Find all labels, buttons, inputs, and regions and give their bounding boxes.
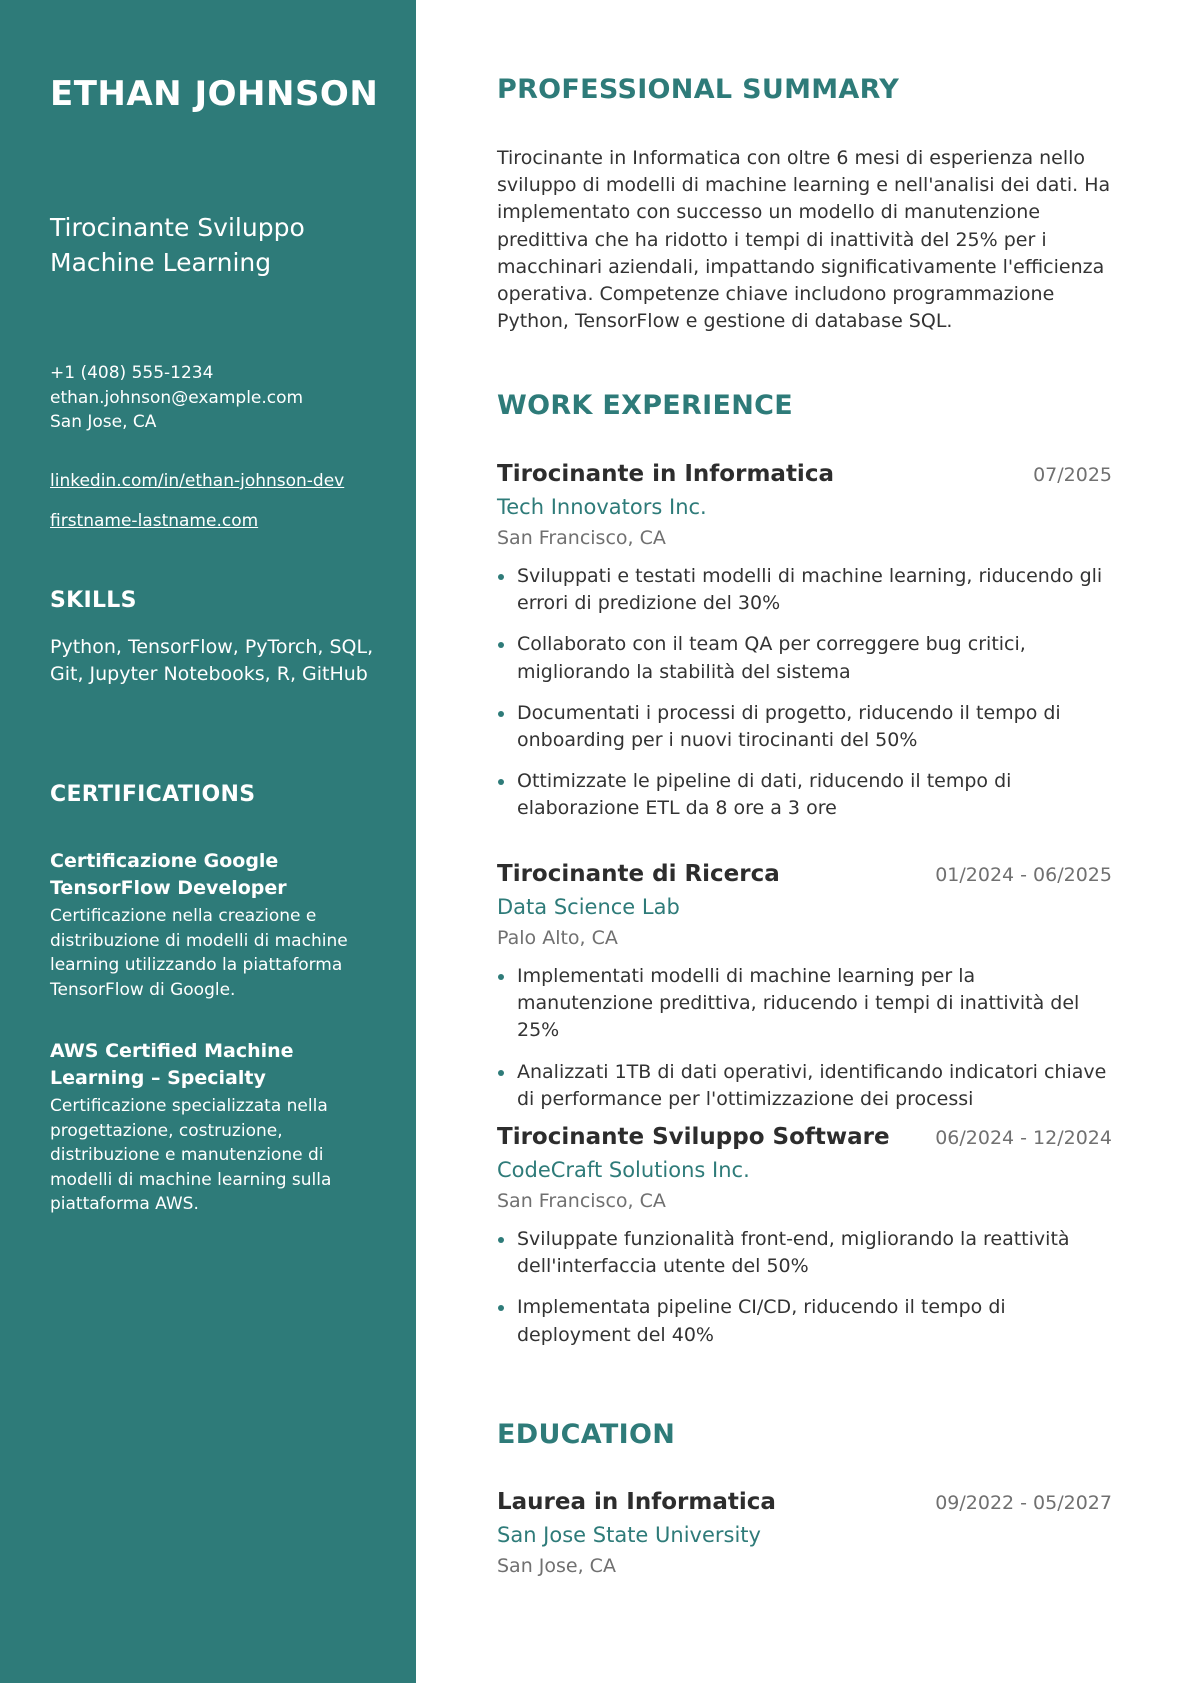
job-title: Tirocinante in Informatica <box>497 461 834 487</box>
bullet-item <box>497 1059 1112 1113</box>
job-company: Data Science Lab <box>497 895 680 919</box>
bullet-item <box>497 631 1112 685</box>
school-name: San Jose State University <box>497 1523 761 1547</box>
bullet-text: Implementati modelli di machine learning per la manutenzione predittiva, riducendo i tempi di inattività del 25% <box>517 965 1080 1042</box>
main-content <box>497 0 1112 1683</box>
job-entry <box>497 461 1112 837</box>
job-date: 06/2024 - 12/2024 <box>935 1127 1112 1149</box>
candidate-name: ETHAN JOHNSON <box>50 74 379 114</box>
job-company: CodeCraft Solutions Inc. <box>497 1158 750 1182</box>
job-location: Palo Alto, CA <box>497 927 618 949</box>
job-bullets <box>497 1226 1112 1349</box>
certification-name: Certificazione Google TensorFlow Developer <box>50 850 287 899</box>
bullet-dot-icon <box>498 779 504 785</box>
job-location: San Francisco, CA <box>497 1190 666 1212</box>
certification-item <box>50 1038 380 1217</box>
certification-description: Certificazione nella creazione e distribuzione di modelli di machine learning utilizzando la piattaforma TensorFlow di Google. <box>50 906 348 1000</box>
linkedin-link[interactable]: linkedin.com/in/ethan-johnson-dev <box>50 471 345 491</box>
degree-title: Laurea in Informatica <box>497 1489 776 1515</box>
summary-text: Tirocinante in Informatica con oltre 6 mesi di esperienza nello sviluppo di modelli di machine learning e nell'analisi dei dati. Ha implementato con successo un modello di manutenzione predittiva che ha ridotto i tempi di inattività del 25% per i macchinari aziendali, impattando significativamente l'efficienza operativa. Competenze chiave includono programmazione Python, TensorFlow e gestione di database SQL. <box>497 147 1111 333</box>
bullet-item <box>497 1294 1112 1348</box>
bullet-item <box>497 1226 1112 1280</box>
certification-item <box>50 848 380 1002</box>
phone-number: +1 (408) 555-1234 <box>50 363 214 383</box>
sidebar <box>0 0 416 1683</box>
school-location: San Jose, CA <box>497 1555 616 1577</box>
bullet-dot-icon <box>498 642 504 648</box>
bullet-dot-icon <box>498 974 504 980</box>
candidate-title: Tirocinante Sviluppo Machine Learning <box>50 213 305 277</box>
website-link[interactable]: firstname-lastname.com <box>50 511 259 531</box>
bullet-dot-icon <box>498 1237 504 1243</box>
job-title: Tirocinante Sviluppo Software <box>497 1124 890 1150</box>
bullet-text: Documentati i processi di progetto, riducendo il tempo di onboarding per i nuovi tirocinanti del 50% <box>517 701 1061 752</box>
bullet-dot-icon <box>498 711 504 717</box>
bullet-text: Collaborato con il team QA per correggere bug critici, migliorando la stabilità del sistema <box>517 633 1026 683</box>
job-company: Tech Innovators Inc. <box>497 495 707 519</box>
education-heading: EDUCATION <box>497 1419 676 1450</box>
bullet-text: Sviluppati e testati modelli di machine learning, riducendo gli errori di predizione del 30% <box>517 565 1103 615</box>
skills-heading: SKILLS <box>50 588 137 613</box>
contact-block <box>50 361 303 435</box>
bullet-item <box>497 563 1112 617</box>
job-date: 01/2024 - 06/2025 <box>935 864 1112 886</box>
job-bullets <box>497 563 1112 823</box>
certification-name: AWS Certified Machine Learning – Specialty <box>50 1040 294 1089</box>
bullet-text: Ottimizzate le pipeline di dati, riducendo il tempo di elaborazione ETL da 8 ore a 3 ore <box>517 770 1012 820</box>
job-title: Tirocinante di Ricerca <box>497 861 780 887</box>
bullet-dot-icon <box>498 1305 504 1311</box>
bullet-item <box>497 768 1112 822</box>
job-entry <box>497 1124 1112 1363</box>
education-entry <box>497 1489 1112 1577</box>
bullet-item <box>497 963 1112 1045</box>
summary-heading: PROFESSIONAL SUMMARY <box>497 74 900 105</box>
bullet-dot-icon <box>498 1070 504 1076</box>
bullet-text: Analizzati 1TB di dati operativi, identificando indicatori chiave di performance per l'ottimizzazione dei processi <box>517 1060 1107 1110</box>
bullet-dot-icon <box>498 574 504 580</box>
contact-location: San Jose, CA <box>50 412 157 432</box>
bullet-text: Sviluppate funzionalità front-end, migliorando la reattività dell'interfaccia utente del 50% <box>517 1228 1070 1278</box>
job-location: San Francisco, CA <box>497 527 666 549</box>
bullet-text: Implementata pipeline CI/CD, riducendo il tempo di deployment del 40% <box>517 1296 1006 1346</box>
job-entry <box>497 861 1112 1127</box>
bullet-item <box>497 700 1112 754</box>
email-address: ethan.johnson@example.com <box>50 387 304 408</box>
job-bullets <box>497 963 1112 1113</box>
education-date: 09/2022 - 05/2027 <box>935 1492 1112 1514</box>
certifications-heading: CERTIFICATIONS <box>50 782 256 807</box>
work-experience-heading: WORK EXPERIENCE <box>497 390 793 421</box>
skills-list: Python, TensorFlow, PyTorch, SQL, Git, Jupyter Notebooks, R, GitHub <box>50 636 374 685</box>
certification-description: Certificazione specializzata nella progettazione, costruzione, distribuzione e manutenzione di modelli di machine learning sulla piattaforma AWS. <box>50 1096 332 1214</box>
job-date: 07/2025 <box>1033 464 1112 486</box>
